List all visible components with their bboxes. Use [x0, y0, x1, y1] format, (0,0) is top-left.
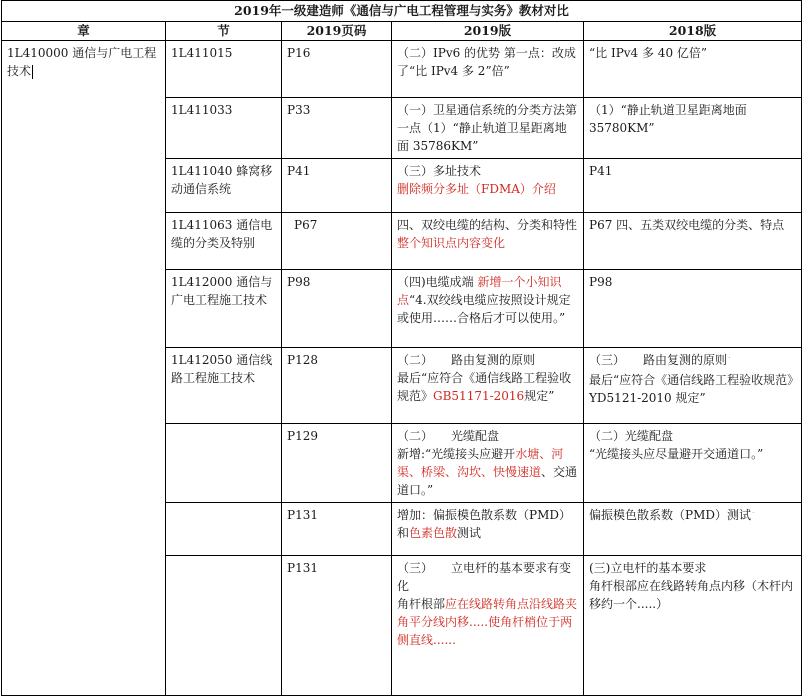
chapter-cell: [2, 41, 166, 696]
edition-2018-cell: P98: [584, 270, 802, 348]
page-cell: P129: [282, 424, 392, 503]
edition-2019-heading: （二） 路由复测的原则: [397, 353, 536, 367]
section-cell: 1L412000 通信与广电工程施工技术: [166, 270, 282, 348]
header-section: 节: [166, 22, 282, 41]
section-cell: 1L412050 通信线路工程施工技术: [166, 348, 282, 424]
edition-2019-heading: （二） 光缆配盘: [397, 429, 500, 443]
edition-2019-text-cont: 规定”: [524, 389, 555, 403]
edition-2019-change: 整个知识点内容变化: [397, 236, 506, 250]
page-cell: P41: [282, 159, 392, 213]
edition-2019-text: 四、双绞电缆的结构、分类和特性: [397, 218, 578, 232]
section-cell: [166, 424, 282, 503]
edition-2019-text: 角杆根部: [397, 597, 446, 611]
header-2018-edition: 2018版: [584, 22, 802, 41]
edition-2019-cell: （一）卫星通信系统的分类方法第一点（1）“静止轨道卫星距离地面 35786KM”: [392, 98, 584, 159]
edition-2019-text-cont: 、交通道口。”: [397, 465, 578, 497]
edition-2019-change: 水塘、河渠、桥梁、沟坎、快慢速道: [397, 447, 564, 479]
edition-2018-cell: [584, 424, 802, 503]
edition-2018-heading: （三） 路由复测的原则˙: [589, 353, 732, 367]
edition-2019-text: （四)电缆成端: [397, 275, 478, 289]
edition-2018-text: “光缆接头应尽量避开交通道口。”: [589, 447, 764, 461]
edition-2018-cell: [584, 556, 802, 696]
section-cell: [166, 556, 282, 696]
page-cell: P33: [282, 98, 392, 159]
section-cell: [166, 503, 282, 556]
edition-2018-text: 最后“应符合《通信线路工程验收规范》YD5121-2010 规定”: [589, 373, 794, 405]
edition-2019-cell: [392, 270, 584, 348]
edition-2019-text: 增加：偏振模色散系数（PMD）和: [397, 508, 571, 540]
section-cell: 1L411033: [166, 98, 282, 159]
edition-2018-heading: (三)立电杆的基本要求: [589, 561, 707, 575]
edition-2019-change: GB51171-2016: [433, 389, 525, 403]
page-cell: P98: [282, 270, 392, 348]
edition-2019-heading: （三） 立电杆的基本要求有变化: [397, 561, 572, 593]
section-cell: 1L411063 通信电缆的分类及特别: [166, 213, 282, 270]
edition-2019-cell: [392, 213, 584, 270]
edition-2019-text: 最后“应符合《通信线路工程验收规范》: [397, 371, 572, 403]
page-cell: P16: [282, 41, 392, 98]
comparison-table: [1, 0, 802, 696]
header-chapter: 章: [2, 22, 166, 41]
edition-2018-cell: [584, 348, 802, 424]
edition-2019-cell: [392, 503, 584, 556]
header-page-2019: 2019页码: [282, 22, 392, 41]
edition-2018-cell: 偏振模色散系数（PMD）测试˙: [584, 503, 802, 556]
edition-2019-change: 应在线路转角点沿线路夹角平分线内移.....使角杆梢位于两侧直线......: [397, 597, 578, 647]
edition-2019-change: 删除频分多址（FDMA）介绍: [397, 182, 556, 196]
tick-mark-icon: ˙: [750, 512, 756, 522]
edition-2018-cell: P41: [584, 159, 802, 213]
edition-2019-text: （三）多址技术: [397, 164, 482, 178]
edition-2019-cell: [392, 159, 584, 213]
edition-2018-cell: （1）“静止轨道卫星距离地面 35780KM”: [584, 98, 802, 159]
edition-2019-cell: [392, 424, 584, 503]
page-cell: P131: [282, 556, 392, 696]
edition-2019-cell: [392, 556, 584, 696]
tick-mark-icon: ˙: [727, 357, 732, 367]
edition-2019-text-cont: “4.双绞线电缆应按照设计规定或使用……合格后才可以使用。”: [397, 293, 571, 325]
edition-2018-heading: （二）光缆配盘: [589, 429, 674, 443]
edition-2019-change: 色素色散: [409, 526, 458, 540]
header-2019-edition: 2019版: [392, 22, 584, 41]
edition-2019-cell: [392, 348, 584, 424]
edition-2018-cell: P67 四、五类双绞电缆的分类、特点: [584, 213, 802, 270]
chapter-label: 1L410000 通信与广电工程技术: [7, 46, 157, 78]
edition-2019-change: 新增一个小知识点: [397, 275, 562, 307]
edition-2018-cell: “比 IPv4 多 40 亿倍”: [584, 41, 802, 98]
page-cell: P67: [282, 213, 392, 270]
edition-2019-text-cont: 测试: [457, 526, 482, 540]
section-cell: 1L411040 蜂窝移动通信系统: [166, 159, 282, 213]
text-cursor: [32, 65, 33, 79]
table-row: [2, 41, 802, 98]
edition-2018-text: 角杆根部应在线路转角点内移（木杆内移约一个.....）: [589, 579, 794, 611]
page-cell: P131: [282, 503, 392, 556]
edition-2019-text: 新增:“光缆接头应避开: [397, 447, 516, 461]
table-title: 2019年一级建造师《通信与广电工程管理与实务》教材对比: [2, 1, 802, 22]
page-cell: P128: [282, 348, 392, 424]
section-cell: 1L411015: [166, 41, 282, 98]
edition-2019-cell: （二）IPv6 的优势 第一点：改成了“比 IPv4 多 2”倍”: [392, 41, 584, 98]
